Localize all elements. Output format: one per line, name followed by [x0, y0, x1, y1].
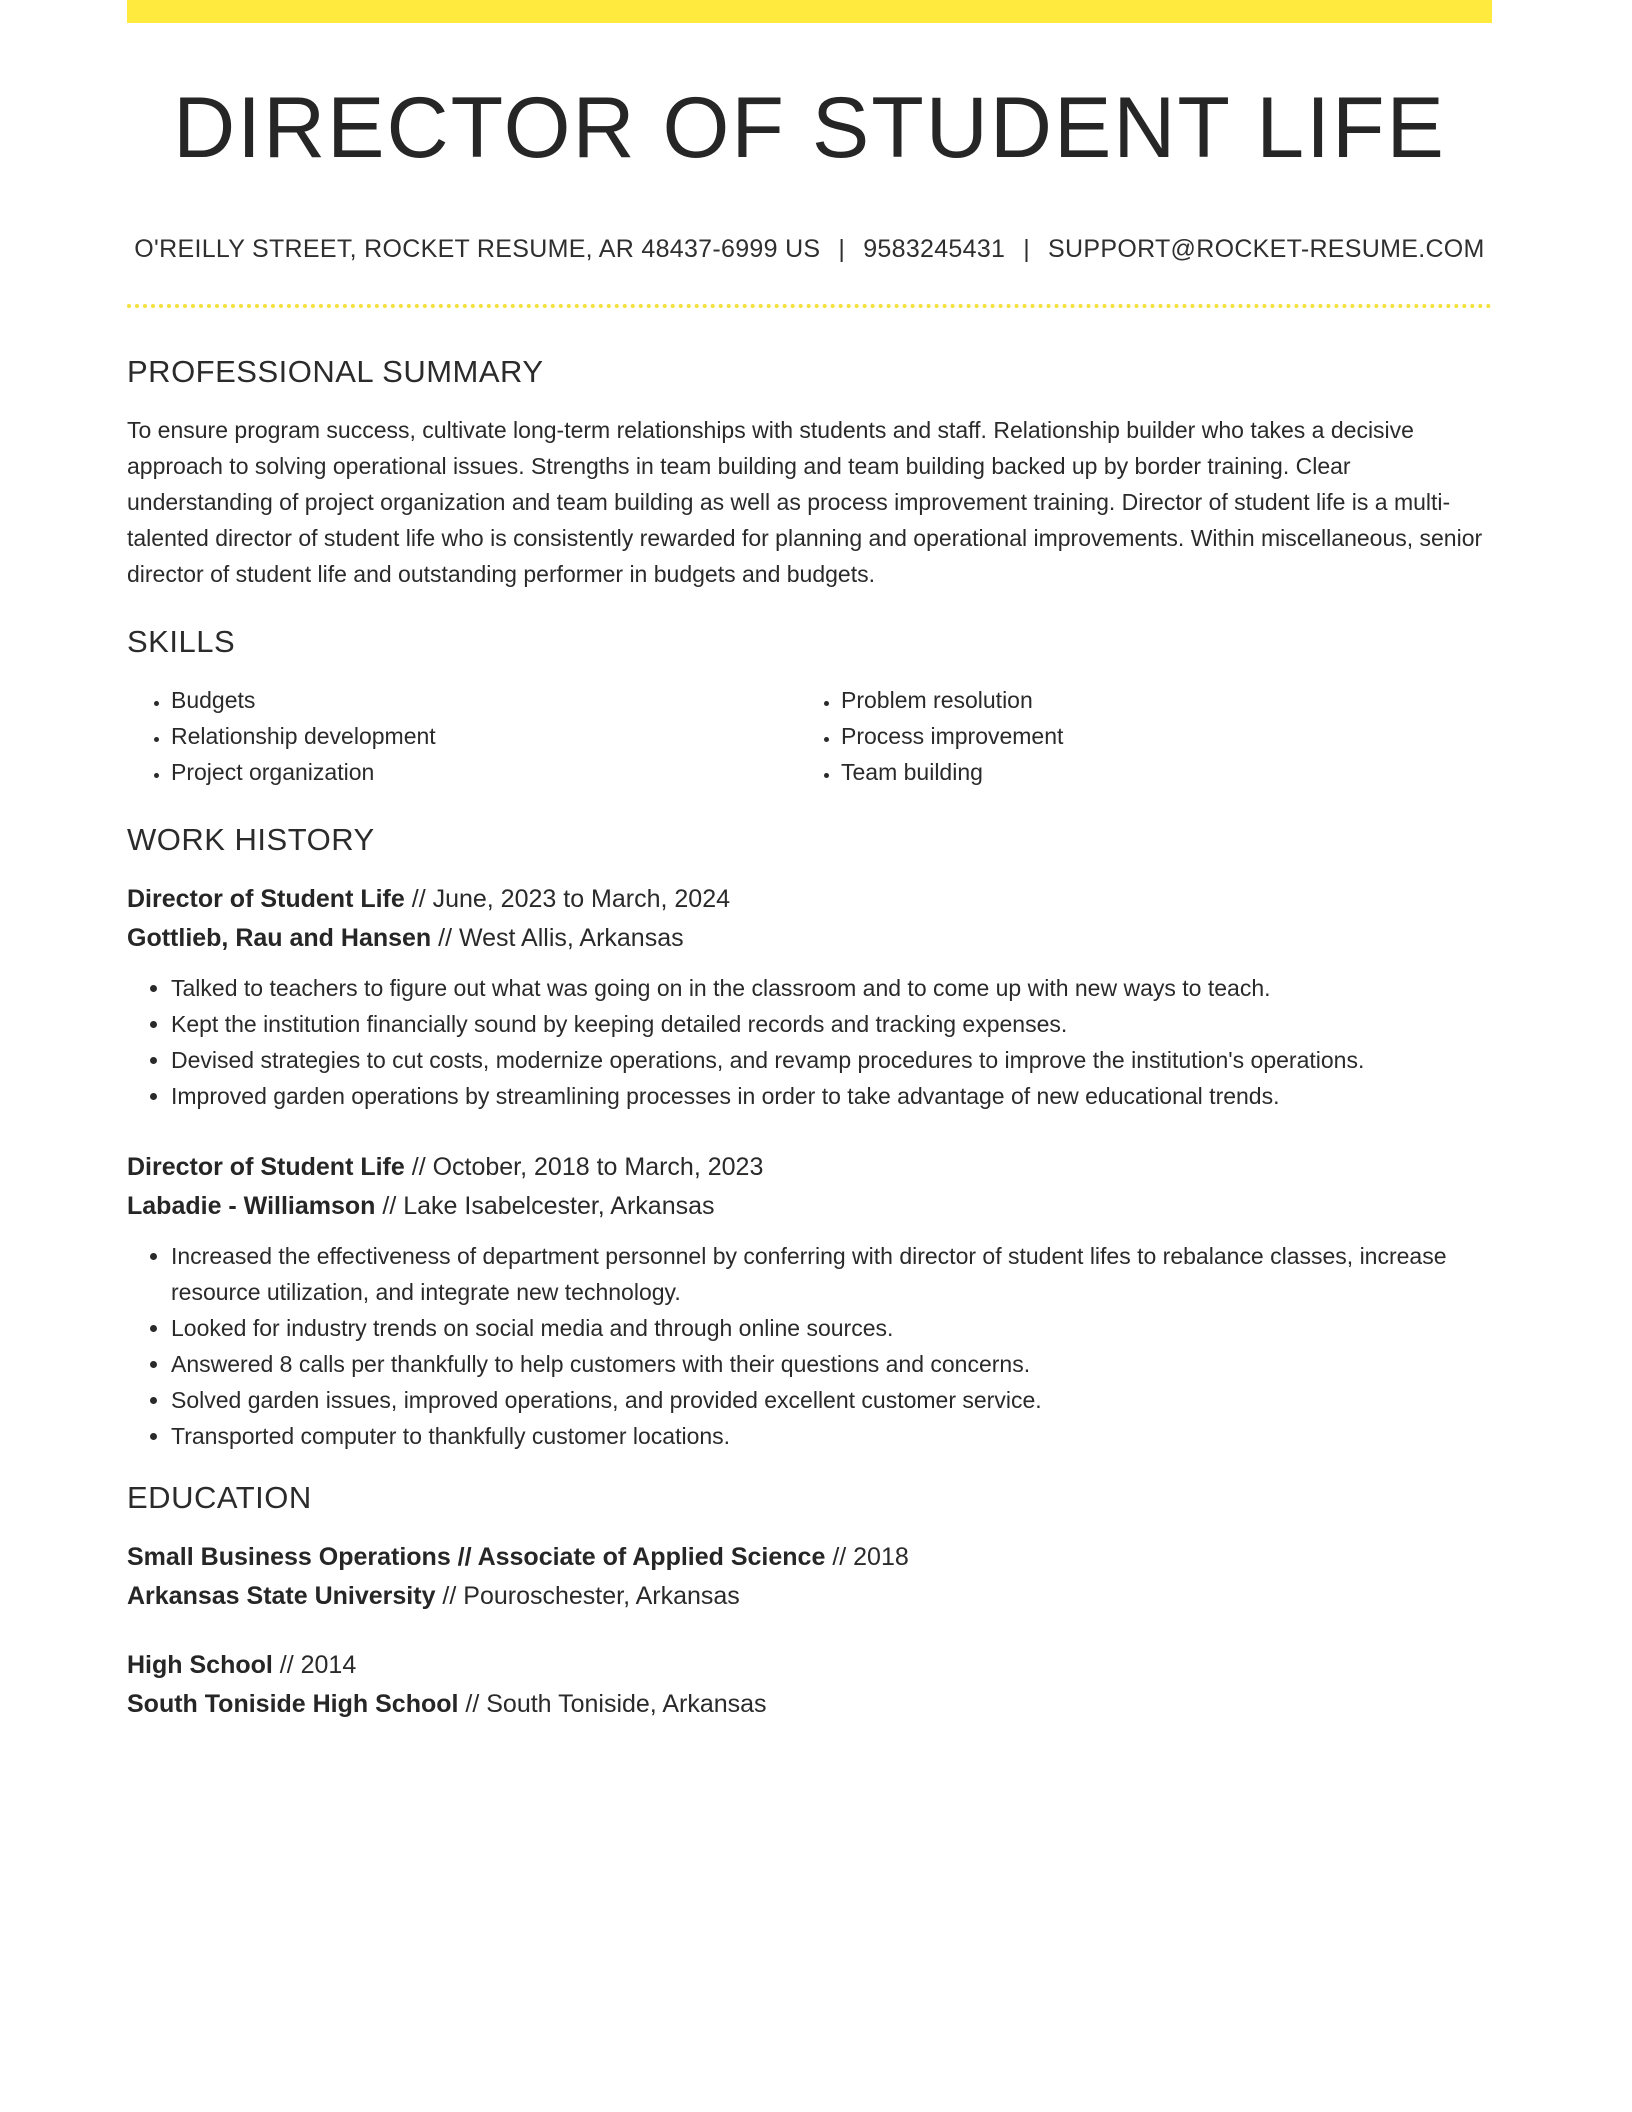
education-school-line: [127, 1685, 1492, 1724]
job-company-line: [127, 919, 1492, 958]
education-degree-line: [127, 1646, 1492, 1685]
job-company-line: [127, 1187, 1492, 1226]
education-degree-line: [127, 1538, 1492, 1577]
education-location: // Pouroschester, Arkansas: [435, 1582, 740, 1611]
job-location: // Lake Isabelcester, Arkansas: [375, 1192, 715, 1221]
job-company: Gottlieb, Rau and Hansen: [127, 924, 432, 953]
job-role: Director of Student Life: [127, 885, 405, 914]
resume-title: DIRECTOR OF STUDENT LIFE: [173, 80, 1446, 176]
contact-email: SUPPORT@ROCKET-RESUME.COM: [1048, 235, 1485, 264]
job-bullets: [127, 1238, 1492, 1454]
job-bullet: • Talked to teachers to figure out what was going on in the classroom and to come up with new ways to teach.: [171, 970, 1492, 1006]
education-school-line: [127, 1577, 1492, 1616]
job-role: Director of Student Life: [127, 1153, 405, 1182]
job-bullet: • Transported computer to thankfully customer locations.: [171, 1418, 1492, 1454]
education-section: [127, 1480, 1492, 1724]
contact-separator: |: [838, 235, 846, 264]
education-school: South Toniside High School: [127, 1690, 459, 1719]
skills-list-right: [801, 682, 1471, 790]
skills-list-left: [127, 682, 801, 790]
skill-item: • Budgets: [171, 682, 801, 718]
skill-item: • Project organization: [171, 754, 801, 790]
job-entry: [127, 880, 1492, 1114]
section-title-education: EDUCATION: [127, 1480, 312, 1516]
education-location: // South Toniside, Arkansas: [458, 1690, 767, 1719]
job-role-line: [127, 880, 1492, 919]
section-title-skills: SKILLS: [127, 624, 236, 660]
contact-phone: 9583245431: [863, 235, 1006, 264]
job-bullets: [127, 970, 1492, 1114]
summary-section: [127, 354, 1492, 592]
skills-section: [127, 624, 1492, 790]
dotted-divider: [127, 304, 1492, 308]
job-dates: // June, 2023 to March, 2024: [404, 885, 731, 914]
education-entry: [127, 1538, 1492, 1616]
resume-page: [127, 0, 1492, 1724]
job-role-line: [127, 1148, 1492, 1187]
skill-item: • Problem resolution: [841, 682, 1471, 718]
accent-bar: [127, 0, 1492, 23]
skills-columns: [127, 682, 1492, 790]
work-history-section: [127, 822, 1492, 1454]
job-location: // West Allis, Arkansas: [431, 924, 684, 953]
education-year: // 2018: [825, 1543, 909, 1572]
job-dates: // October, 2018 to March, 2023: [404, 1153, 764, 1182]
contact-line: [127, 235, 1492, 264]
education-entry: [127, 1646, 1492, 1724]
section-title-work: WORK HISTORY: [127, 822, 375, 858]
job-bullet: • Answered 8 calls per thankfully to help customers with their questions and concerns.: [171, 1346, 1492, 1382]
skill-item: • Process improvement: [841, 718, 1471, 754]
contact-separator: |: [1023, 235, 1031, 264]
job-entry: [127, 1148, 1492, 1454]
job-bullet: • Solved garden issues, improved operations, and provided excellent customer service.: [171, 1382, 1492, 1418]
section-title-summary: PROFESSIONAL SUMMARY: [127, 354, 544, 390]
skill-item: • Relationship development: [171, 718, 801, 754]
job-bullet: • Improved garden operations by streamlining processes in order to take advantage of new educational trends.: [171, 1078, 1492, 1114]
education-degree: Small Business Operations // Associate of Applied Science: [127, 1543, 826, 1572]
job-bullet: • Devised strategies to cut costs, modernize operations, and revamp procedures to improve the institution's operations.: [171, 1042, 1492, 1078]
skill-item: • Team building: [841, 754, 1471, 790]
summary-text: To ensure program success, cultivate long-term relationships with students and staff. Relationship builder who takes a decisive approach to solving operational issues. Strengths in team building and team building backed up by border training. Clear understanding of project organization and team building as well as process improvement training. Director of student life is a multi-talented director of student life who is consistently rewarded for planning and operational improvements. Within miscellaneous, senior director of student life and outstanding performer in budgets and budgets.: [127, 417, 1483, 588]
education-year: // 2014: [272, 1651, 357, 1680]
job-bullet: • Kept the institution financially sound by keeping detailed records and tracking expenses.: [171, 1006, 1492, 1042]
job-bullet: • Looked for industry trends on social media and through online sources.: [171, 1310, 1492, 1346]
education-degree: High School: [127, 1651, 273, 1680]
contact-address: O'REILLY STREET, ROCKET RESUME, AR 48437-6999 US: [134, 235, 821, 264]
job-company: Labadie - Williamson: [127, 1192, 376, 1221]
job-bullet: • Increased the effectiveness of department personnel by conferring with director of student lifes to rebalance classes, increase resource utilization, and integrate new technology.: [171, 1238, 1492, 1310]
education-school: Arkansas State University: [127, 1582, 436, 1611]
